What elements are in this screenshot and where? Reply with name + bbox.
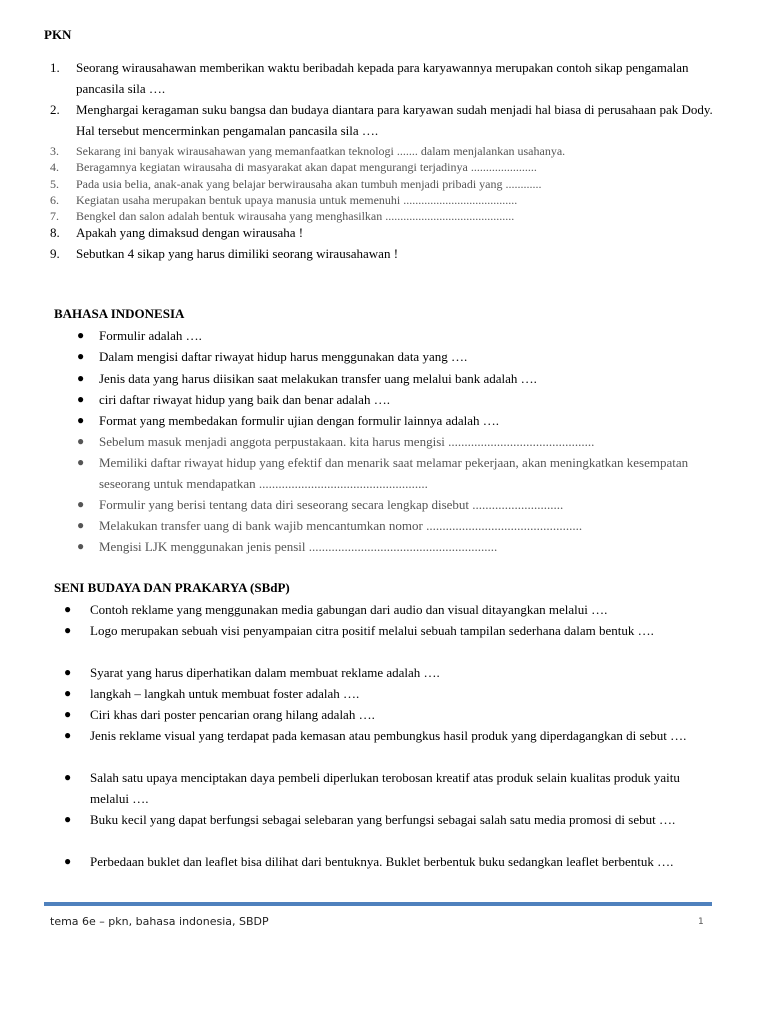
question-text: Salah satu upaya menciptakan daya pembeli diperlukan terobosan kreatif atas produk selain kualitas produk yaitu melalui ….	[90, 770, 680, 806]
bullet-icon: ●	[64, 854, 72, 868]
bahasa-question	[77, 368, 717, 389]
bahasa-question	[77, 346, 717, 367]
pkn-question	[50, 57, 720, 99]
question-number: 7.	[50, 209, 59, 223]
pkn-question	[50, 159, 720, 175]
bullet-icon: ●	[77, 413, 85, 427]
question-text: Formulir yang berisi tentang data diri seseorang secara lengkap disebut ............................	[99, 497, 564, 512]
page-number: 1	[698, 917, 704, 927]
question-text: Syarat yang harus diperhatikan dalam membuat reklame adalah ….	[90, 665, 440, 680]
question-number: 1.	[50, 60, 60, 75]
question-number: 4.	[50, 160, 59, 174]
sbdp-question	[64, 599, 716, 620]
sbdp-question	[64, 767, 716, 809]
question-text: Sebelum masuk menjadi anggota perpustakaan. kita harus mengisi .............................................	[99, 434, 595, 449]
pkn-question	[50, 192, 720, 208]
question-text: Buku kecil yang dapat berfungsi sebagai selebaran yang berfungsi sebagai salah satu media promosi di sebut ….	[90, 812, 676, 827]
question-text: Dalam mengisi daftar riwayat hidup harus menggunakan data yang ….	[99, 349, 468, 364]
bullet-icon: ●	[77, 349, 85, 363]
pkn-question	[50, 143, 720, 159]
question-text: Logo merupakan sebuah visi penyampaian citra positif melalui sebuah tampilan sederhana dalam bentuk ….	[90, 623, 654, 638]
question-text: Jenis reklame visual yang terdapat pada kemasan atau pembungkus hasil produk yang diperdagangkan di sebut ….	[90, 728, 687, 743]
question-text: Beragamnya kegiatan wirausaha di masyarakat akan dapat mengurangi terjadinya ......................	[76, 160, 537, 174]
pkn-heading: PKN	[44, 27, 72, 42]
bahasa-question	[77, 389, 717, 410]
question-text: Melakukan transfer uang di bank wajib mencantumkan nomor ................................................	[99, 518, 583, 533]
question-text: Mengisi LJK menggunakan jenis pensil ..........................................................	[99, 539, 498, 554]
bahasa-question	[77, 431, 717, 452]
sbdp-question	[64, 725, 716, 746]
sbdp-question	[64, 809, 716, 830]
question-text: Sekarang ini banyak wirausahawan yang memanfaatkan teknologi ....... dalam menjalankan usahanya.	[76, 144, 566, 158]
pkn-question	[50, 243, 720, 264]
footer-title: tema 6e – pkn, bahasa indonesia, SBDP	[50, 915, 269, 928]
question-text: langkah – langkah untuk membuat foster adalah ….	[90, 686, 360, 701]
sbdp-question	[64, 662, 716, 683]
question-text: Menghargai keragaman suku bangsa dan budaya diantara para karyawan sudah menjadi hal biasa di perusahaan pak Dody. Hal tersebut mencerminkan pengamalan pancasila sila ….	[76, 102, 713, 138]
bullet-icon: ●	[77, 371, 85, 385]
footer-divider	[44, 902, 712, 906]
bahasa-question	[77, 536, 717, 557]
question-text: Jenis data yang harus diisikan saat melakukan transfer uang melalui bank adalah ….	[99, 371, 537, 386]
sbdp-question	[64, 620, 716, 641]
bullet-icon: ●	[64, 665, 72, 679]
bahasa-question	[77, 494, 717, 515]
pkn-question	[50, 176, 720, 192]
bullet-icon: ●	[64, 686, 72, 700]
bullet-icon: ●	[64, 623, 72, 637]
question-number: 6.	[50, 193, 59, 207]
bahasa-question	[77, 410, 717, 431]
bahasa-question	[77, 452, 717, 494]
question-number: 2.	[50, 102, 60, 117]
question-text: ciri daftar riwayat hidup yang baik dan benar adalah ….	[99, 392, 390, 407]
question-text: Bengkel dan salon adalah bentuk wirausaha yang menghasilkan ...........................................	[76, 209, 515, 223]
bullet-icon: ●	[77, 455, 85, 469]
bullet-icon: ●	[64, 707, 72, 721]
question-number: 5.	[50, 177, 59, 191]
question-number: 9.	[50, 246, 60, 261]
bullet-icon: ●	[64, 812, 72, 826]
bullet-icon: ●	[64, 770, 72, 784]
sbdp-question	[64, 704, 716, 725]
bullet-icon: ●	[77, 539, 85, 553]
question-text: Formulir adalah ….	[99, 328, 202, 343]
bahasa-indonesia-heading: BAHASA INDONESIA	[54, 306, 185, 321]
sbdp-question	[64, 851, 716, 872]
question-text: Pada usia belia, anak-anak yang belajar berwirausaha akan tumbuh menjadi pribadi yang ............	[76, 177, 542, 191]
question-text: Apakah yang dimaksud dengan wirausaha !	[76, 225, 304, 240]
bullet-icon: ●	[77, 328, 85, 342]
question-number: 3.	[50, 144, 59, 158]
pkn-question	[50, 99, 720, 141]
question-text: Contoh reklame yang menggunakan media gabungan dari audio dan visual ditayangkan melalui ….	[90, 602, 608, 617]
question-text: Format yang membedakan formulir ujian dengan formulir lainnya adalah ….	[99, 413, 499, 428]
bahasa-question	[77, 325, 717, 346]
question-text: Seorang wirausahawan memberikan waktu beribadah kepada para karyawannya merupakan contoh sikap pengamalan pancasila sila ….	[76, 60, 689, 96]
bullet-icon: ●	[64, 728, 72, 742]
sbdp-question	[64, 683, 716, 704]
question-text: Kegiatan usaha merupakan bentuk upaya manusia untuk memenuhi ......................................	[76, 193, 518, 207]
question-text: Ciri khas dari poster pencarian orang hilang adalah ….	[90, 707, 375, 722]
question-text: Sebutkan 4 sikap yang harus dimiliki seorang wirausahawan !	[76, 246, 399, 261]
bullet-icon: ●	[64, 602, 72, 616]
question-number: 8.	[50, 225, 60, 240]
bullet-icon: ●	[77, 497, 85, 511]
question-text: Perbedaan buklet dan leaflet bisa dilihat dari bentuknya. Buklet berbentuk buku sedangkan leaflet berbentuk ….	[90, 854, 674, 869]
bullet-icon: ●	[77, 518, 85, 532]
question-text: Memiliki daftar riwayat hidup yang efektif dan menarik saat melamar pekerjaan, akan meningkatkan kesempatan seseorang untuk mendapatkan ....................................................	[99, 455, 689, 491]
bullet-icon: ●	[77, 434, 85, 448]
pkn-question	[50, 222, 720, 243]
sbdp-heading: SENI BUDAYA DAN PRAKARYA (SBdP)	[54, 580, 290, 595]
bullet-icon: ●	[77, 392, 85, 406]
bahasa-question	[77, 515, 717, 536]
